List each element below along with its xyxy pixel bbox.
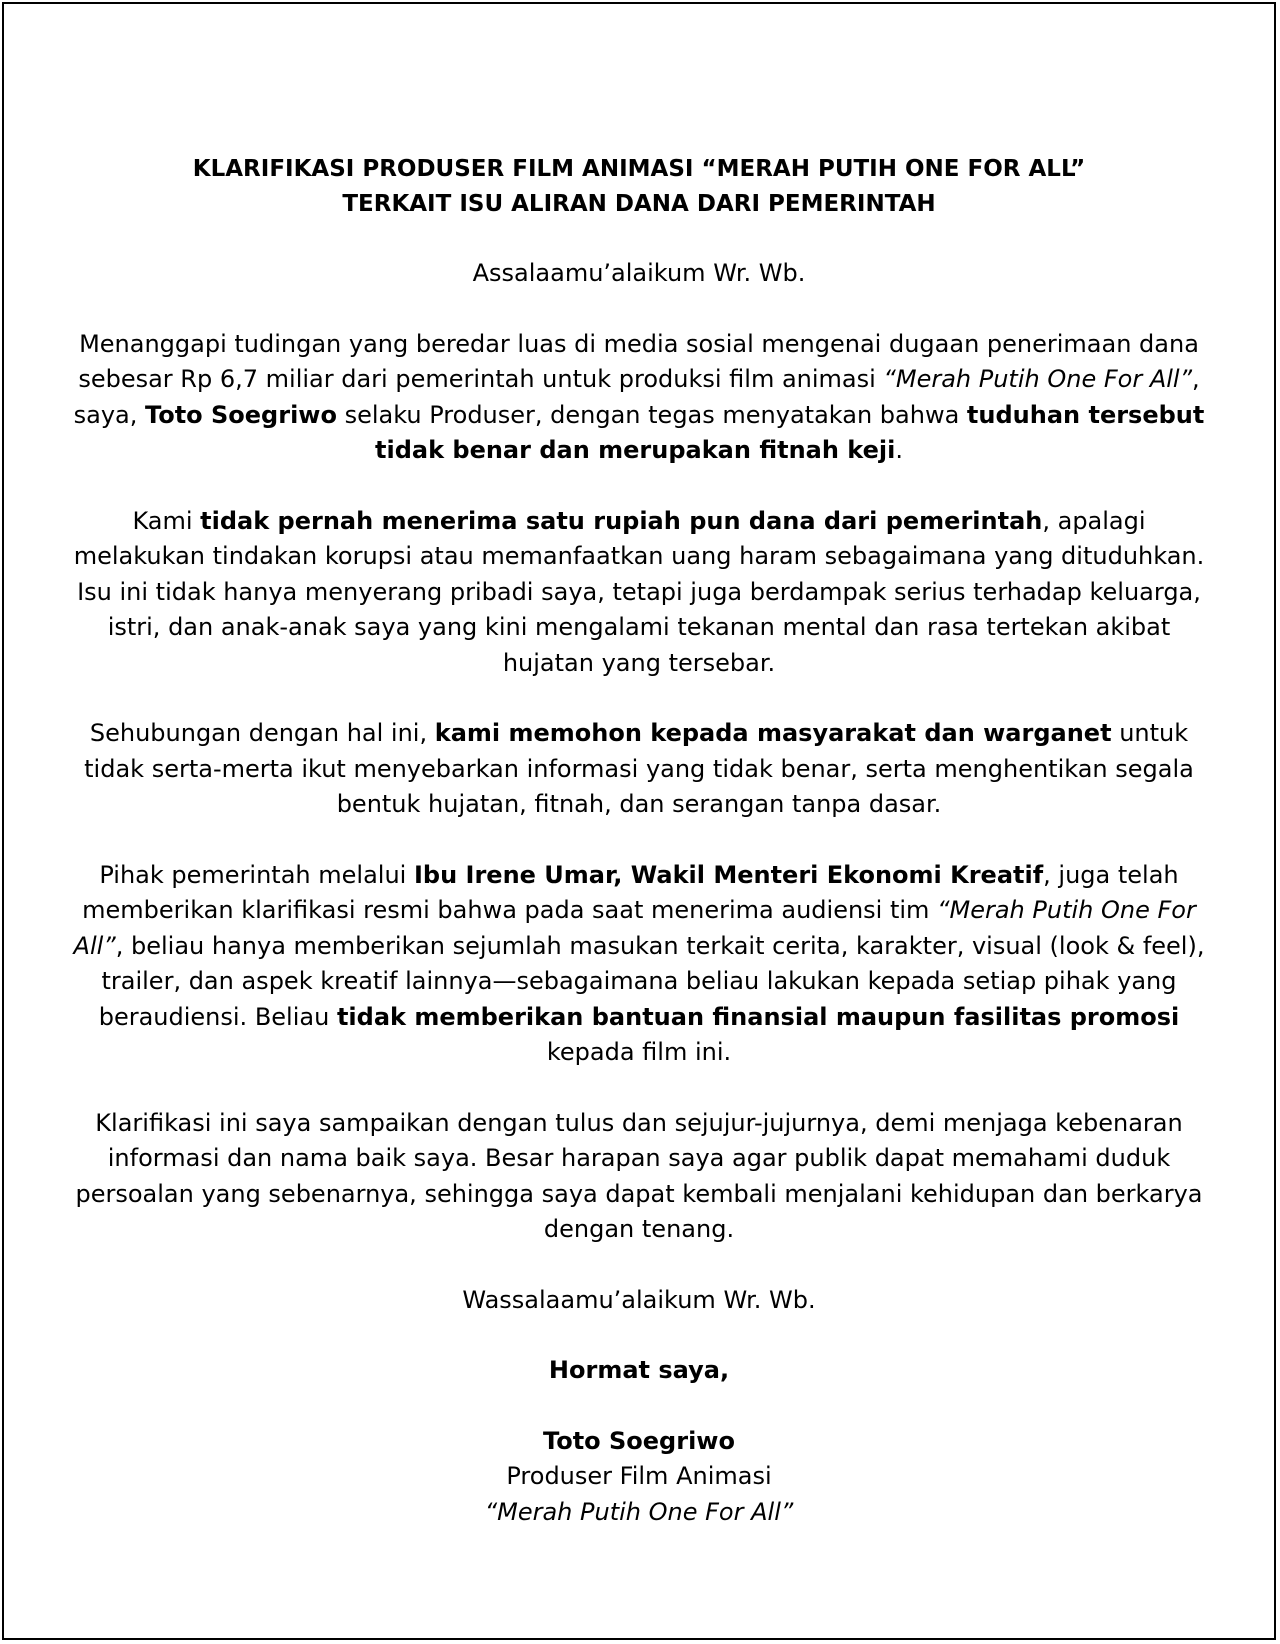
para4-statement: tidak memberikan bantuan finansial maupun fasilitas promosi [336,1002,1180,1031]
para2-text-1: Kami [132,506,201,535]
document-title [64,152,1214,222]
paragraph-1 [64,327,1214,469]
signature-block [64,1424,1214,1531]
para4-text-1: Pihak pemerintah melalui [99,860,414,889]
para3-text-2: untuk tidak serta-merta ikut menyebarkan informasi yang tidak benar, serta menghentikan segala bentuk hujatan, fitnah, dan serangan tanpa dasar. [84,719,1194,818]
para1-producer-name: Toto Soegriwo [145,400,337,429]
title-line-1: KLARIFIKASI PRODUSER FILM ANIMASI “MERAH PUTIH ONE FOR ALL” [192,156,1086,182]
para1-text-1: Menanggapi tudingan yang beredar luas di media sosial mengenai dugaan penerimaan dana sebesar Rp 6,7 miliar dari pemerintah untuk produksi film animasi [78,329,1199,393]
paragraph-3 [64,716,1214,823]
paragraph-2 [64,504,1214,682]
para1-text-4: . [895,436,903,464]
paragraph-5: Klarifikasi ini saya sampaikan dengan tulus dan sejujur-jujurnya, demi menjaga kebenaran informasi dan nama baik saya. Besar harapan saya agar publik dapat memahami duduk persoalan yang sebenarnya, sehingga saya dapat kembali menjalani kehidupan dan berkarya dengan tenang. [75,1108,1203,1243]
para1-text-3: selaku Produser, dengan tegas menyatakan bahwa [336,400,967,429]
para3-text-1: Sehubungan dengan hal ini, [89,719,435,747]
document-page [2,2,1276,1640]
para1-statement: tuduhan tersebut tidak benar dan merupakan fitnah keji [375,400,1205,464]
para4-text-3: , beliau hanya memberikan sejumlah masukan terkait cerita, karakter, visual (look & feel), trailer, dan aspek kreatif lainnya—sebagaimana beliau lakukan kepada setiap pihak yang beraudiensi. Beliau [98,931,1205,1031]
para1-text-2: , saya, [73,365,1200,429]
signature-regards: Hormat saya, [548,1356,730,1384]
greeting: Assalaamu’alaikum Wr. Wb. [472,259,806,287]
signature-name: Toto Soegriwo [543,1426,735,1455]
signature-role [64,1459,1214,1530]
para2-text-2: , apalagi melakukan tindakan korupsi atau memanfaatkan uang haram sebagaimana yang dituduhkan. Isu ini tidak hanya menyerang pribadi saya, tetapi juga berdampak serius terhadap keluarga, istri, dan anak-anak saya yang kini mengalami tekanan mental dan rasa tertekan akibat hujatan yang tersebar. [73,506,1205,677]
paragraph-4 [64,858,1214,1071]
para4-official: Ibu Irene Umar, Wakil Menteri Ekonomi Kreatif [413,860,1044,889]
closing: Wassalaamu’alaikum Wr. Wb. [462,1285,816,1314]
para1-film-title: “Merah Putih One For All” [883,365,1193,393]
signature-film-title: “Merah Putih One For All” [484,1497,794,1526]
para3-request: kami memohon kepada masyarakat dan warganet [434,719,1112,747]
para4-text-4: kepada film ini. [546,1038,732,1066]
signature-role-prefix: Produser Film Animasi [506,1462,772,1490]
document-body [64,152,1214,1530]
para4-text-2: , juga telah memberikan klarifikasi resmi bahwa pada saat menerima audiensi tim [82,860,1179,924]
para4-film-title: “Merah Putih One For All” [73,896,1196,960]
para2-statement: tidak pernah menerima satu rupiah pun dana dari pemerintah [200,506,1043,535]
title-line-2: TERKAIT ISU ALIRAN DANA DARI PEMERINTAH [342,191,936,217]
